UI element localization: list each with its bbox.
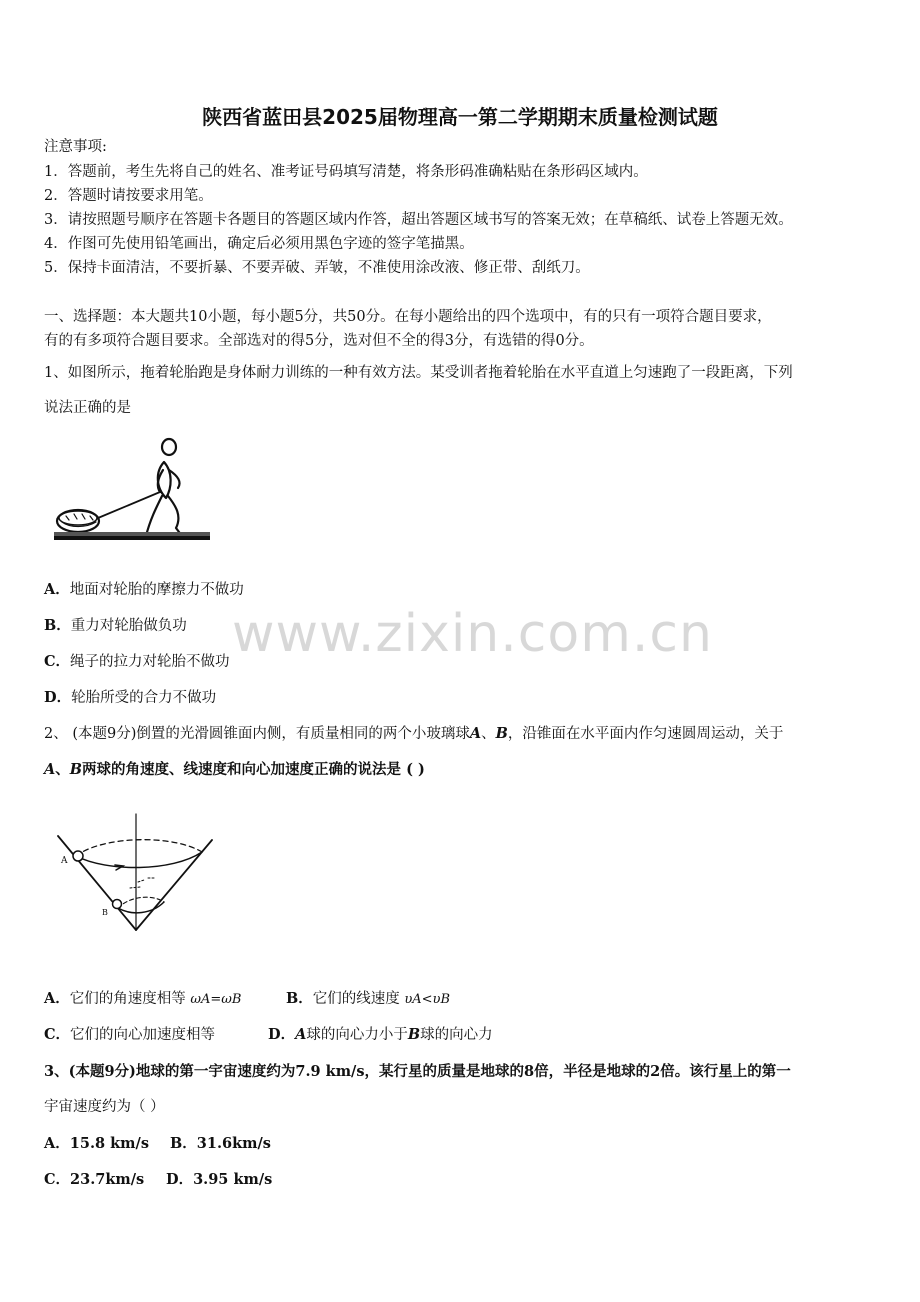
section-instructions: 一、选择题：本大题共10小题，每小题5分，共50分。在每小题给出的四个选项中，有的只有一项符合题目要求， — [44, 309, 772, 325]
ball-a-label: A — [44, 761, 56, 778]
q3-option-d: 3.95 km/s — [193, 1171, 273, 1188]
q2-option-a-formula: ωA=ωB — [190, 992, 242, 1007]
ball-a-label: A — [295, 1026, 307, 1043]
option-key: C． — [44, 653, 71, 670]
option-key: B． — [170, 1135, 197, 1152]
question-2-stem-line2 — [44, 760, 425, 780]
q1-option-a: 地面对轮胎的摩擦力不做功 — [69, 582, 244, 598]
section-instructions: 有的有多项符合题目要求。全部选对的得5分，选对但不全的得3分，有选错的得0分。 — [44, 333, 594, 349]
separator: 、 — [55, 761, 70, 778]
question-1-stem: 1、如图所示，拖着轮胎跑是身体耐力训练的一种有效方法。某受训者拖着轮胎在水平直道上匀速跑了一段距离，下列 — [44, 365, 793, 381]
q2-stem-text: ，沿锥面在水平面内作匀速圆周运动，关于 — [507, 726, 784, 742]
q2-option-c: 它们的向心加速度相等 — [70, 1027, 216, 1043]
q3-option-a: 15.8 km/s — [69, 1135, 149, 1152]
notice-item: 4．作图可先使用铅笔画出，确定后必须用黑色字迹的签字笔描黑。 — [44, 236, 474, 252]
notice-item: 5．保持卡面清洁，不要折暴、不要弄破、弄皱，不准使用涂改液、修正带、刮纸刀。 — [44, 260, 590, 276]
q3-option-c: 23.7km/s — [70, 1171, 145, 1188]
q1-option-c: 绳子的拉力对轮胎不做功 — [70, 654, 230, 670]
option-key: D． — [166, 1171, 194, 1188]
question-1-stem: 说法正确的是 — [44, 400, 131, 416]
ball-b-label: B — [407, 1026, 421, 1043]
question-2-stem — [44, 724, 783, 744]
ball-b-label: B — [495, 725, 508, 742]
q2-option-b-formula: υA<υB — [404, 992, 451, 1007]
option-key: D． — [268, 1026, 296, 1043]
notice-item: 3．请按照题号顺序在答题卡各题目的答题区域内作答，超出答题区域书写的答案无效；在草稿纸、试卷上答题无效。 — [44, 212, 793, 228]
page-title: 陕西省蓝田县2025届物理高一第二学期期末质量检测试题 — [202, 105, 718, 129]
question-3-stem: 3、(本题9分)地球的第一宇宙速度约为7.9 km/s，某行星的质量是地球的8倍，半径是地球的2倍。该行星上的第一 — [44, 1063, 791, 1080]
option-key: C． — [44, 1171, 71, 1188]
figure-label-b: B — [102, 908, 108, 917]
tire-runner-figure — [52, 432, 212, 548]
q1-option-d: 轮胎所受的合力不做功 — [71, 690, 217, 706]
notice-heading: 注意事项: — [44, 139, 107, 155]
q2-stem-text: 两球的角速度、线速度和向心加速度正确的说法是 ( ) — [82, 761, 425, 778]
option-key: B． — [286, 990, 313, 1007]
q2-option-d: 球的向心力 — [420, 1027, 493, 1043]
q1-option-b: 重力对轮胎做负功 — [70, 618, 187, 634]
figure-label-a: A — [61, 856, 68, 866]
notice-item: 1．答题前，考生先将自己的姓名、准考证号码填写清楚，将条形码准确粘贴在条形码区域内。 — [44, 164, 648, 180]
ball-a-label: A — [469, 725, 482, 742]
option-key: B． — [44, 617, 71, 634]
ball-b-label: B — [69, 761, 83, 778]
cone-figure — [52, 812, 222, 936]
q2-option-d: 球的向心力小于 — [306, 1027, 408, 1043]
watermark: www.zixin.com.cn — [232, 604, 713, 664]
option-key: A． — [44, 581, 70, 598]
option-key: A． — [44, 990, 70, 1007]
option-key: D． — [44, 689, 72, 706]
option-key: C． — [44, 1026, 71, 1043]
q2-option-b: 它们的线速度 — [312, 991, 405, 1007]
q3-option-b: 31.6km/s — [196, 1135, 271, 1152]
question-3-stem: 宇宙速度约为（ ） — [44, 1099, 165, 1115]
notice-item: 2．答题时请按要求用笔。 — [44, 188, 213, 204]
separator: 、 — [481, 726, 496, 742]
option-key: A． — [44, 1135, 70, 1152]
q2-option-a: 它们的角速度相等 — [69, 991, 191, 1007]
q2-stem-text: 2、 (本题9分)倒置的光滑圆锥面内侧，有质量相同的两个小玻璃球 — [44, 726, 470, 742]
